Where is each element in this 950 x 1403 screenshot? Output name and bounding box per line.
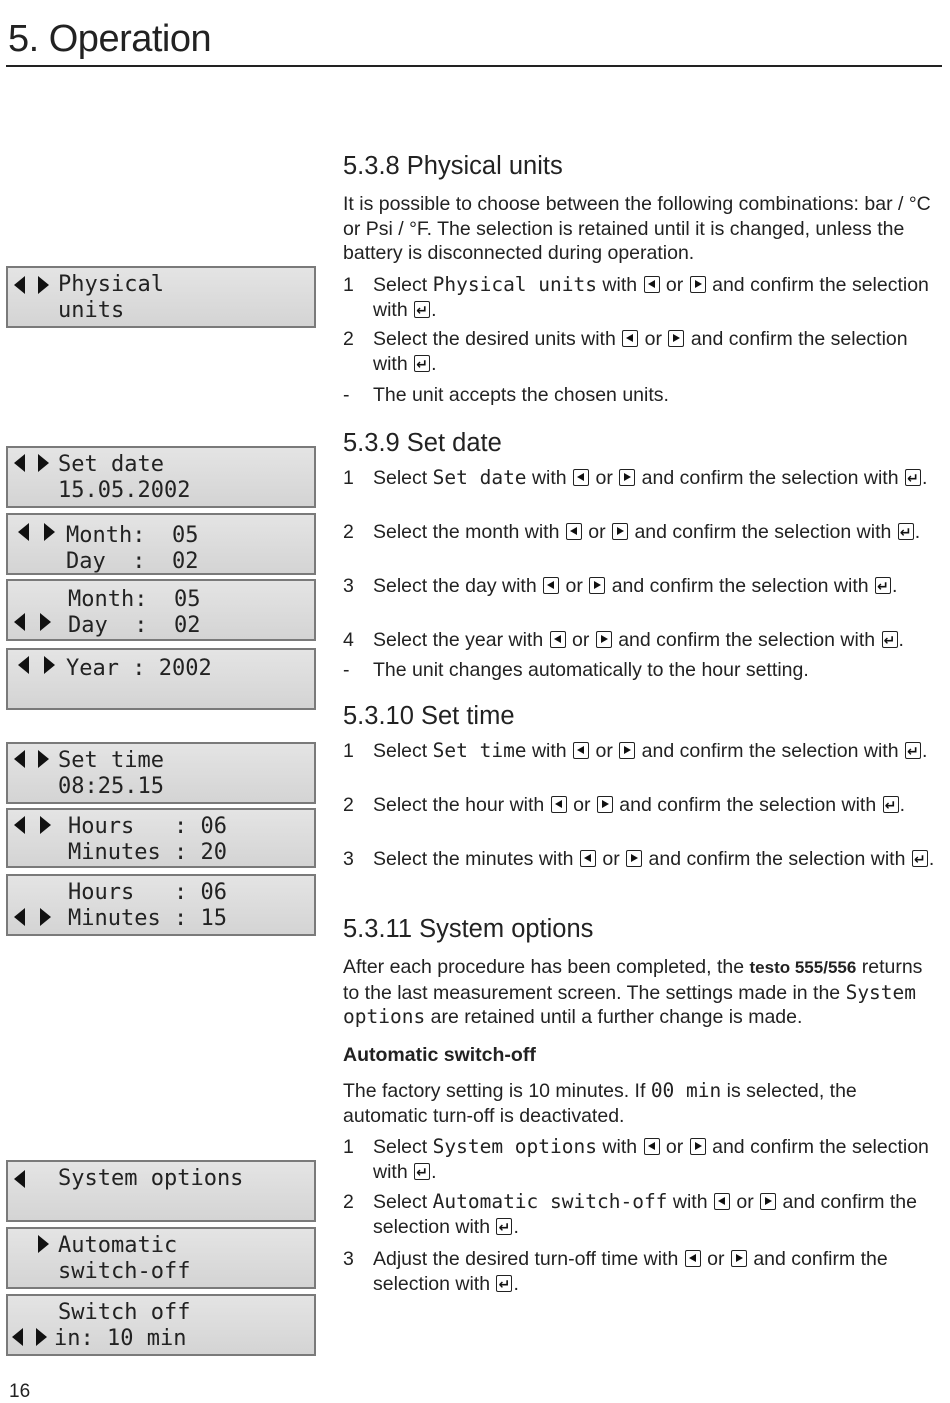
step-text: with bbox=[667, 1191, 713, 1213]
para-text: The factory setting is 10 minutes. If bbox=[343, 1080, 651, 1102]
lcd-set-date bbox=[6, 446, 316, 508]
step-text: and confirm the selection with bbox=[606, 575, 874, 597]
step-number: 4 bbox=[343, 629, 354, 651]
step-item bbox=[343, 1190, 938, 1240]
lcd-set-time bbox=[6, 742, 316, 804]
step-item bbox=[343, 628, 938, 653]
enter-key-icon bbox=[414, 301, 430, 318]
right-key-icon bbox=[619, 742, 635, 759]
para-text: is selected, the automatic turn-off is deactivated. bbox=[343, 1080, 857, 1127]
right-arrow-icon bbox=[36, 1328, 47, 1346]
section-intro bbox=[343, 955, 938, 1030]
left-key-icon bbox=[550, 631, 566, 648]
right-arrow-icon bbox=[44, 656, 55, 674]
lcd-line: units bbox=[58, 298, 125, 323]
left-arrow-icon bbox=[12, 1328, 23, 1346]
step-number: 2 bbox=[343, 521, 354, 543]
left-key-icon bbox=[551, 796, 567, 813]
right-arrow-icon bbox=[38, 454, 49, 472]
step-text: . bbox=[921, 740, 928, 762]
step-text: and confirm the selection with bbox=[373, 1248, 888, 1295]
lcd-hours-minutes-2 bbox=[6, 874, 316, 936]
right-key-icon bbox=[690, 276, 706, 293]
display-term: Set time bbox=[432, 739, 527, 762]
step-text: or bbox=[560, 575, 589, 597]
step-text: or bbox=[566, 629, 595, 651]
step-text: or bbox=[660, 274, 689, 296]
lcd-line: in: 10 min bbox=[54, 1326, 187, 1351]
step-text: . bbox=[892, 575, 898, 597]
step-text: or bbox=[582, 521, 612, 543]
step-text: or bbox=[701, 1248, 730, 1270]
step-text: Select bbox=[373, 274, 433, 296]
step-text: and confirm the selection with bbox=[613, 794, 882, 816]
step-text: Select bbox=[373, 467, 433, 489]
step-text: . bbox=[431, 1160, 437, 1183]
enter-key-icon bbox=[496, 1218, 512, 1235]
left-arrow-icon bbox=[14, 454, 25, 472]
left-arrow-icon bbox=[18, 656, 29, 674]
lcd-switch-off-time bbox=[6, 1294, 316, 1356]
step-number: 3 bbox=[343, 1248, 354, 1270]
step-text: or bbox=[596, 848, 626, 870]
step-text: with bbox=[526, 740, 573, 762]
enter-key-icon bbox=[414, 355, 430, 372]
right-key-icon bbox=[731, 1250, 747, 1267]
step-text: Select bbox=[373, 1191, 433, 1213]
display-term: Set date bbox=[432, 466, 527, 489]
lcd-line: Minutes : 20 bbox=[68, 840, 227, 865]
step-number: 1 bbox=[343, 740, 354, 762]
lcd-automatic-switch-off bbox=[6, 1227, 316, 1289]
lcd-line: Hours : 06 bbox=[68, 814, 227, 839]
header-rule bbox=[6, 65, 942, 67]
right-arrow-icon bbox=[40, 908, 51, 926]
step-text: Select bbox=[373, 1136, 433, 1158]
result-item bbox=[343, 383, 938, 408]
left-arrow-icon bbox=[14, 1170, 25, 1188]
step-text: . bbox=[513, 1215, 519, 1238]
step-text: Select bbox=[373, 740, 433, 762]
enter-key-icon bbox=[898, 523, 914, 540]
right-key-icon bbox=[760, 1193, 776, 1210]
step-item bbox=[343, 273, 938, 323]
result-dash: - bbox=[343, 384, 350, 406]
lcd-line: Set date bbox=[58, 452, 164, 477]
lcd-line: Month: 05 bbox=[66, 523, 199, 548]
lcd-line: Hours : 06 bbox=[68, 880, 227, 905]
step-item bbox=[343, 847, 938, 897]
left-arrow-icon bbox=[14, 750, 25, 768]
lcd-line: Automatic bbox=[58, 1233, 178, 1258]
left-key-icon bbox=[714, 1193, 730, 1210]
left-arrow-icon bbox=[14, 276, 25, 294]
lcd-line: Month: 05 bbox=[68, 587, 201, 612]
step-text: or bbox=[660, 1136, 689, 1158]
step-text: or bbox=[567, 794, 596, 816]
page-title: 5. Operation bbox=[8, 18, 212, 60]
lcd-line: Minutes : 15 bbox=[68, 906, 227, 931]
lcd-line: Day : 02 bbox=[68, 613, 201, 638]
step-text: and confirm the selection with bbox=[612, 629, 881, 651]
step-number: 3 bbox=[343, 575, 354, 597]
right-arrow-icon bbox=[38, 276, 49, 294]
subsection-heading: Automatic switch-off bbox=[343, 1044, 536, 1066]
step-text: . bbox=[914, 521, 921, 543]
step-text: Select the day with bbox=[373, 575, 543, 597]
step-text: Select the hour with bbox=[373, 794, 550, 816]
lcd-line: Set time bbox=[58, 748, 164, 773]
left-arrow-icon bbox=[18, 523, 29, 541]
right-arrow-icon bbox=[38, 1235, 49, 1253]
step-text: or bbox=[590, 740, 619, 762]
lcd-year bbox=[6, 648, 316, 710]
left-arrow-icon bbox=[14, 908, 25, 926]
para-text: After each procedure has been completed, the bbox=[343, 956, 750, 978]
step-text: or bbox=[639, 328, 668, 350]
section-heading: 5.3.8 Physical units bbox=[343, 152, 563, 180]
step-text: or bbox=[730, 1191, 760, 1213]
lcd-line: Day : 02 bbox=[66, 549, 199, 574]
right-arrow-icon bbox=[40, 613, 51, 631]
display-term: System options bbox=[343, 980, 917, 1028]
step-text: Select the minutes with bbox=[373, 848, 579, 870]
step-number: 2 bbox=[343, 328, 354, 350]
lcd-line: 08:25.15 bbox=[58, 774, 164, 799]
left-key-icon bbox=[580, 850, 596, 867]
step-item bbox=[343, 520, 938, 570]
step-text: . bbox=[921, 467, 928, 489]
right-key-icon bbox=[690, 1138, 706, 1155]
left-arrow-icon bbox=[14, 613, 25, 631]
step-text: . bbox=[899, 794, 906, 816]
right-key-icon bbox=[612, 523, 628, 540]
step-number: 2 bbox=[343, 794, 354, 816]
lcd-line: System options bbox=[58, 1166, 244, 1191]
right-arrow-icon bbox=[38, 750, 49, 768]
step-text: . bbox=[928, 848, 935, 870]
step-number: 1 bbox=[343, 467, 354, 489]
left-key-icon bbox=[622, 330, 638, 347]
step-item bbox=[343, 574, 938, 624]
lcd-line: switch-off bbox=[58, 1259, 191, 1284]
section-heading: 5.3.10 Set time bbox=[343, 702, 515, 730]
right-key-icon bbox=[596, 631, 612, 648]
left-key-icon bbox=[573, 469, 589, 486]
enter-key-icon bbox=[875, 577, 891, 594]
display-term: 00 min bbox=[650, 1079, 722, 1102]
step-text: and confirm the selection with bbox=[373, 274, 929, 321]
page-number: 16 bbox=[9, 1381, 31, 1402]
left-key-icon bbox=[644, 276, 660, 293]
step-text: Adjust the desired turn-off time with bbox=[373, 1248, 684, 1270]
lcd-month-day-1 bbox=[6, 513, 316, 575]
lcd-month-day-2 bbox=[6, 579, 316, 641]
section-heading: 5.3.9 Set date bbox=[343, 429, 502, 457]
right-key-icon bbox=[597, 796, 613, 813]
step-number: 3 bbox=[343, 848, 354, 870]
right-key-icon bbox=[619, 469, 635, 486]
lcd-line: 15.05.2002 bbox=[58, 478, 191, 503]
section-intro: It is possible to choose between the following combinations: bar / °C or Psi / °F. The selection is retained until it is changed, unless the battery is disconnected during operation. bbox=[343, 193, 931, 264]
step-text: and confirm the selection with bbox=[636, 467, 904, 489]
right-key-icon bbox=[589, 577, 605, 594]
step-text: with bbox=[597, 1136, 643, 1158]
step-text: and confirm the selection with bbox=[629, 521, 897, 543]
step-item bbox=[343, 793, 938, 843]
section-heading: 5.3.11 System options bbox=[343, 915, 594, 943]
lcd-physical-units bbox=[6, 266, 316, 328]
right-key-icon bbox=[626, 850, 642, 867]
step-item bbox=[343, 327, 938, 377]
para-text: are retained until a further change is made. bbox=[425, 1006, 803, 1028]
para-text: returns to the last measurement screen. The settings made in the bbox=[343, 956, 923, 1004]
step-item bbox=[343, 739, 938, 789]
product-name: testo 555/556 bbox=[749, 958, 857, 977]
step-text: and confirm the selection with bbox=[643, 848, 911, 870]
result-item bbox=[343, 658, 938, 683]
display-term: System options bbox=[432, 1135, 597, 1158]
lcd-system-options bbox=[6, 1160, 316, 1222]
step-text: Select the year with bbox=[373, 629, 549, 651]
enter-key-icon bbox=[905, 742, 921, 759]
right-key-icon bbox=[668, 330, 684, 347]
left-key-icon bbox=[573, 742, 589, 759]
step-item bbox=[343, 466, 938, 516]
step-text: with bbox=[526, 467, 573, 489]
display-term: Physical units bbox=[432, 273, 597, 296]
step-item bbox=[343, 1135, 938, 1185]
left-key-icon bbox=[543, 577, 559, 594]
step-number: 2 bbox=[343, 1191, 354, 1213]
step-number: 1 bbox=[343, 274, 354, 296]
step-text: . bbox=[513, 1272, 519, 1295]
result-dash: - bbox=[343, 659, 350, 681]
step-text: and confirm the selection with bbox=[636, 740, 904, 762]
left-arrow-icon bbox=[14, 816, 25, 834]
lcd-line: Year : 2002 bbox=[66, 656, 212, 681]
result-text: The unit changes automatically to the hour setting. bbox=[373, 659, 809, 681]
step-text: . bbox=[898, 629, 904, 651]
enter-key-icon bbox=[883, 796, 899, 813]
result-text: The unit accepts the chosen units. bbox=[373, 384, 669, 406]
lcd-line: Switch off bbox=[58, 1300, 191, 1325]
lcd-hours-minutes-1 bbox=[6, 808, 316, 868]
step-text: and confirm the selection with bbox=[373, 1136, 929, 1183]
step-text: . bbox=[431, 352, 437, 375]
display-term: Automatic switch-off bbox=[432, 1190, 668, 1213]
step-text: and confirm the selection with bbox=[373, 328, 908, 375]
step-text: . bbox=[431, 298, 437, 321]
step-text: Select the month with bbox=[373, 521, 565, 543]
enter-key-icon bbox=[414, 1163, 430, 1180]
enter-key-icon bbox=[882, 631, 898, 648]
subsection-intro bbox=[343, 1079, 938, 1128]
step-text: or bbox=[590, 467, 619, 489]
enter-key-icon bbox=[912, 850, 928, 867]
enter-key-icon bbox=[496, 1275, 512, 1292]
left-key-icon bbox=[644, 1138, 660, 1155]
enter-key-icon bbox=[905, 469, 921, 486]
left-key-icon bbox=[685, 1250, 701, 1267]
right-arrow-icon bbox=[44, 523, 55, 541]
right-arrow-icon bbox=[40, 816, 51, 834]
step-text: with bbox=[597, 274, 643, 296]
step-text: and confirm the selection with bbox=[373, 1191, 917, 1238]
step-item bbox=[343, 1247, 938, 1297]
step-text: Select the desired units with bbox=[373, 328, 622, 350]
step-number: 1 bbox=[343, 1136, 354, 1158]
lcd-line: Physical bbox=[58, 272, 164, 297]
left-key-icon bbox=[566, 523, 582, 540]
